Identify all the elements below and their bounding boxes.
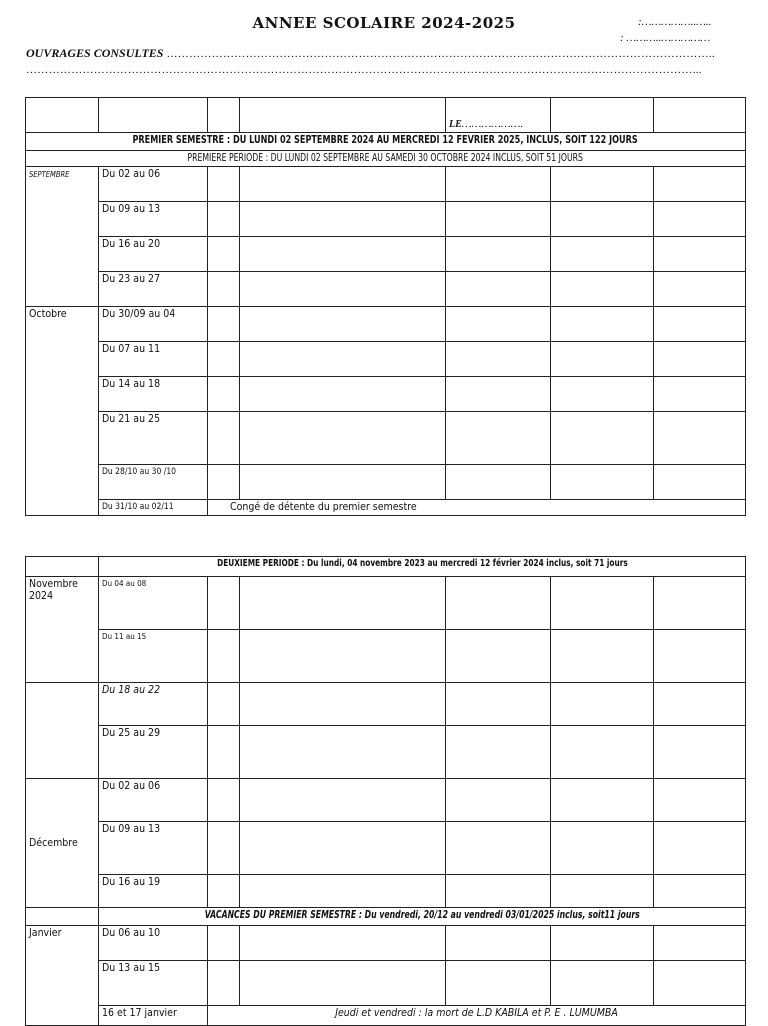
table-row (26, 726, 746, 779)
table-cell (551, 683, 654, 726)
table-cell (654, 167, 746, 202)
table-cell (551, 307, 654, 342)
table-cell (551, 342, 654, 377)
month-cell-blank (26, 683, 99, 779)
table-row-conge (26, 500, 746, 516)
week-cell: Du 02 au 06 (99, 167, 208, 202)
table-cell (208, 465, 240, 500)
table-cell (240, 683, 446, 726)
le-label: LE (449, 119, 462, 130)
table-cell (551, 822, 654, 875)
table-cell (654, 272, 746, 307)
table-row (26, 577, 746, 630)
table-cell (208, 822, 240, 875)
semestre-heading (26, 133, 746, 151)
week-cell: Du 13 au 15 (99, 961, 208, 1006)
table-cell (208, 926, 240, 961)
table-cell (446, 822, 551, 875)
table-cell (208, 307, 240, 342)
week-cell: Du 04 au 08 (99, 577, 208, 630)
table-cell (240, 307, 446, 342)
table-cell (654, 822, 746, 875)
week-cell: Du 23 au 27 (99, 272, 208, 307)
table-cell (208, 412, 240, 465)
table-cell (551, 961, 654, 1006)
page-title: ANNEE SCOLAIRE 2024-2025 (252, 14, 516, 32)
table-cell (446, 630, 551, 683)
week-cell: Du 09 au 13 (99, 202, 208, 237)
table-cell (551, 726, 654, 779)
schedule-table-2 (25, 556, 746, 1026)
table-cell (240, 822, 446, 875)
table-cell (654, 202, 746, 237)
table-cell (208, 272, 240, 307)
week-cell: Du 31/10 au 02/11 (99, 500, 208, 516)
week-cell: Du 28/10 au 30 /10 (99, 465, 208, 500)
table-cell (654, 98, 746, 133)
month-label: SEPTEMBRE (29, 170, 70, 179)
month-cell-september (26, 167, 99, 307)
month-cell-october: Octobre (26, 307, 99, 516)
table-row (26, 822, 746, 875)
table-cell (240, 726, 446, 779)
table-cell (26, 98, 99, 133)
table-cell (551, 412, 654, 465)
week-cell: Du 07 au 11 (99, 342, 208, 377)
week-cell: Du 21 au 25 (99, 412, 208, 465)
table-cell (551, 926, 654, 961)
table-cell (654, 779, 746, 822)
table-row (26, 202, 746, 237)
table-row (26, 683, 746, 726)
table-row (26, 342, 746, 377)
table-cell (446, 237, 551, 272)
table-cell (551, 98, 654, 133)
table-cell (26, 557, 99, 577)
table-row (26, 779, 746, 822)
table-cell (446, 961, 551, 1006)
table-cell (240, 272, 446, 307)
table-row (26, 237, 746, 272)
table-cell (551, 202, 654, 237)
month-cell-november: Novembre 2024 (26, 577, 99, 683)
periode-2-heading (99, 557, 746, 577)
table-cell (240, 926, 446, 961)
week-cell: Du 25 au 29 (99, 726, 208, 779)
table-cell (208, 377, 240, 412)
table-cell (208, 577, 240, 630)
periode-2-text: DEUXIEME PERIODE : Du lundi, 04 novembre 2023 au mercredi 12 février 2024 inclus, soit 71 jours (216, 558, 628, 569)
table-cell (551, 779, 654, 822)
table-cell (240, 630, 446, 683)
table-cell (240, 342, 446, 377)
table-cell (446, 202, 551, 237)
table-cell (446, 779, 551, 822)
table-cell (446, 926, 551, 961)
table-cell (446, 307, 551, 342)
table-cell (654, 683, 746, 726)
table-cell (654, 237, 746, 272)
table-cell (240, 412, 446, 465)
conge-cell: Congé de détente du premier semestre (208, 500, 746, 516)
ouvrages-dots: ……………………………………………………………………………………………………………………………….. (166, 48, 715, 60)
table-cell (446, 412, 551, 465)
table-cell (654, 465, 746, 500)
table-row (26, 412, 746, 465)
table-row (26, 272, 746, 307)
table-cell (654, 726, 746, 779)
table-row-commemoration (26, 1006, 746, 1026)
table-row (26, 465, 746, 500)
table-cell (654, 961, 746, 1006)
table-cell (446, 167, 551, 202)
table-cell (208, 779, 240, 822)
table-cell (240, 961, 446, 1006)
table-row (26, 875, 746, 908)
table-row (26, 167, 746, 202)
table-cell (551, 272, 654, 307)
table-cell (240, 577, 446, 630)
week-cell: Du 30/09 au 04 (99, 307, 208, 342)
table-cell (551, 167, 654, 202)
week-cell: Du 06 au 10 (99, 926, 208, 961)
month-cell-january: Janvier (26, 926, 99, 1026)
table-cell (208, 683, 240, 726)
table-cell (551, 465, 654, 500)
table-cell (654, 342, 746, 377)
table-cell (240, 167, 446, 202)
week-cell: Du 09 au 13 (99, 822, 208, 875)
table-cell (208, 726, 240, 779)
table-cell (551, 237, 654, 272)
table-cell (551, 377, 654, 412)
table-cell (208, 961, 240, 1006)
table-cell (654, 630, 746, 683)
table-cell (654, 926, 746, 961)
week-cell: 16 et 17 janvier (99, 1006, 208, 1026)
table-cell (208, 202, 240, 237)
table-cell (26, 908, 99, 926)
table-row (26, 630, 746, 683)
le-cell (446, 98, 551, 133)
table-cell (446, 726, 551, 779)
table-cell (654, 577, 746, 630)
table-cell (446, 683, 551, 726)
table-cell (654, 875, 746, 908)
week-cell: Du 02 au 06 (99, 779, 208, 822)
week-cell: Du 16 au 20 (99, 237, 208, 272)
table-cell (240, 875, 446, 908)
table-cell (654, 377, 746, 412)
ouvrages-label-text: OUVRAGES CONSULTES (26, 46, 164, 60)
table-cell (240, 202, 446, 237)
table-header-row (26, 98, 746, 133)
table-cell (446, 272, 551, 307)
week-cell: Du 14 au 18 (99, 377, 208, 412)
periode-text: PREMIERE PERIODE : DU LUNDI 02 SEPTEMBRE AU SAMEDI 30 OCTOBRE 2024 INCLUS, SOIT 51 JOURS (187, 152, 584, 164)
table-cell (551, 630, 654, 683)
header-field-1: :……………..….. (638, 16, 712, 28)
table-row (26, 377, 746, 412)
table-cell (446, 577, 551, 630)
le-dots: ………………. (461, 118, 524, 130)
table-cell (99, 98, 208, 133)
table-cell (208, 630, 240, 683)
semestre-text: PREMIER SEMESTRE : DU LUNDI 02 SEPTEMBRE 2024 AU MERCREDI 12 FEVRIER 2025, INCLUS, SOIT 122 JOURS (132, 133, 639, 146)
table-cell (551, 577, 654, 630)
table-cell (654, 307, 746, 342)
table-cell (240, 237, 446, 272)
ouvrages-dots-line-2: ……………………………………………………………………………………………………………………………………………………………... (26, 64, 702, 76)
table-cell (551, 875, 654, 908)
table-cell (446, 377, 551, 412)
table-cell (208, 98, 240, 133)
table-cell (654, 412, 746, 465)
vacances-heading (99, 908, 746, 926)
table-cell (240, 779, 446, 822)
week-cell: Du 18 au 22 (99, 683, 208, 726)
periode-heading (26, 151, 746, 167)
table-cell (446, 465, 551, 500)
table-row (26, 307, 746, 342)
table-cell (240, 98, 446, 133)
table-row (26, 926, 746, 961)
vacances-text: VACANCES DU PREMIER SEMESTRE : Du vendredi, 20/12 au vendredi 03/01/2025 inclus, soit11 jours (204, 909, 640, 921)
header-field-2: : ………..…………… (620, 32, 711, 44)
week-cell: Du 16 au 19 (99, 875, 208, 908)
ouvrages-label (26, 46, 715, 61)
schedule-table-1 (25, 97, 746, 516)
month-cell-december: Décembre (26, 779, 99, 908)
table-cell (208, 875, 240, 908)
commemoration-cell: Jeudi et vendredi : la mort de L.D KABILA et P. E . LUMUMBA (208, 1006, 746, 1026)
table-row (26, 961, 746, 1006)
table-cell (208, 167, 240, 202)
table-cell (208, 237, 240, 272)
week-cell: Du 11 au 15 (99, 630, 208, 683)
table-cell (208, 342, 240, 377)
table-cell (240, 465, 446, 500)
table-cell (446, 342, 551, 377)
table-cell (240, 377, 446, 412)
table-cell (446, 875, 551, 908)
